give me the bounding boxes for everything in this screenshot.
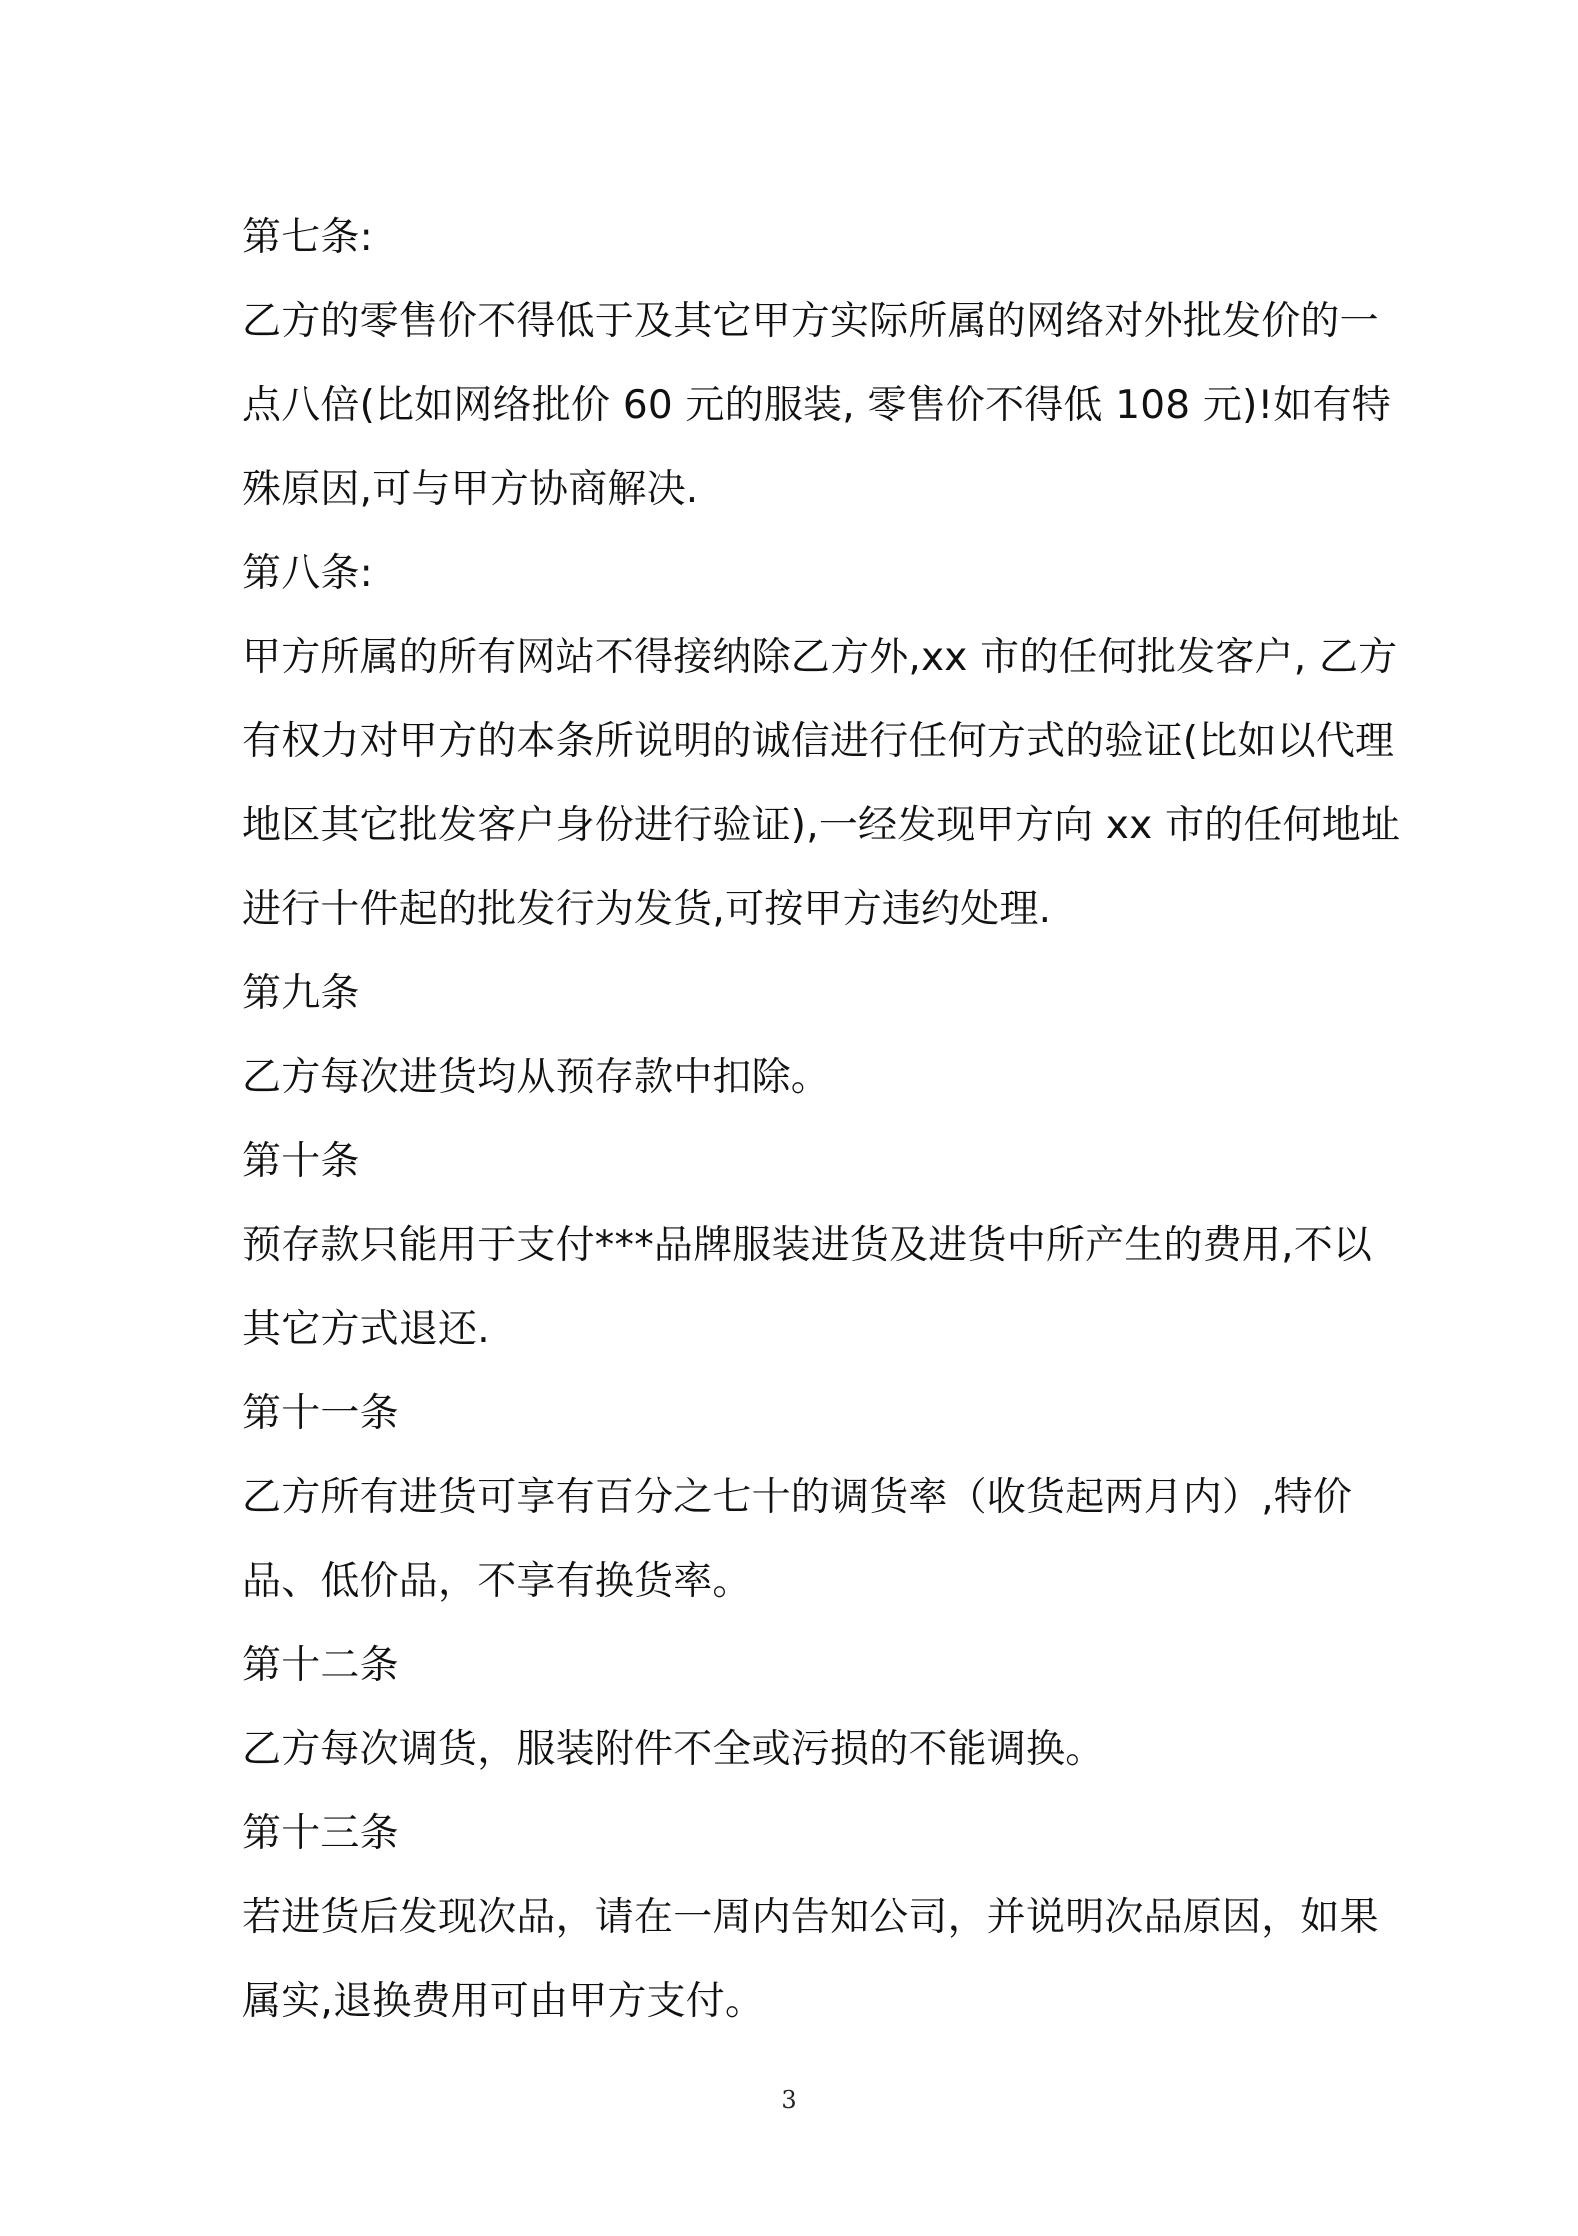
- article-7-text-line-1: 乙方的零售价不得低于及其它甲方实际所属的网络对外批发价的一: [242, 299, 1379, 344]
- article-8-text-line-4: 进行十件起的批发行为发货,可按甲方违约处理.: [242, 887, 1052, 932]
- article-7-text-line-3: 殊原因,可与甲方协商解决.: [242, 467, 699, 512]
- article-8-text-line-3: 地区其它批发客户身份进行验证),一经发现甲方向 xx 市的任何地址: [242, 803, 1401, 848]
- article-10-text-line-1: 预存款只能用于支付***品牌服装进货及进货中所产生的费用,不以: [242, 1223, 1373, 1268]
- article-9-heading: 第九条: [242, 971, 360, 1016]
- page-number: 3: [781, 2086, 797, 2114]
- article-10-heading: 第十条: [242, 1139, 360, 1184]
- article-8-heading: 第八条:: [242, 551, 373, 596]
- article-12-heading: 第十二条: [242, 1643, 399, 1688]
- article-7-text-line-2: 点八倍(比如网络批价 60 元的服装, 零售价不得低 108 元)!如有特: [242, 383, 1391, 428]
- article-11-text-line-1: 乙方所有进货可享有百分之七十的调货率（收货起两月内）,特价: [242, 1475, 1353, 1520]
- article-12-text-line-1: 乙方每次调货，服装附件不全或污损的不能调换。: [242, 1727, 1105, 1772]
- article-13-text-line-2: 属实,退换费用可由甲方支付。: [242, 1979, 765, 2024]
- document-body: [242, 196, 1401, 2044]
- article-11-text-line-2: 品、低价品，不享有换货率。: [242, 1559, 752, 1604]
- article-10-text-line-2: 其它方式退还.: [242, 1307, 490, 1352]
- article-11-heading: 第十一条: [242, 1391, 399, 1436]
- article-13-heading: 第十三条: [242, 1811, 399, 1856]
- article-8-text-line-1: 甲方所属的所有网站不得接纳除乙方外,xx 市的任何批发客户, 乙方: [242, 635, 1398, 680]
- article-7-heading: 第七条:: [242, 215, 373, 260]
- article-13-text-line-1: 若进货后发现次品，请在一周内告知公司，并说明次品原因，如果: [242, 1895, 1379, 1940]
- article-8-text-line-2: 有权力对甲方的本条所说明的诚信进行任何方式的验证(比如以代理: [242, 719, 1395, 764]
- article-9-text-line-1: 乙方每次进货均从预存款中扣除。: [242, 1055, 831, 1100]
